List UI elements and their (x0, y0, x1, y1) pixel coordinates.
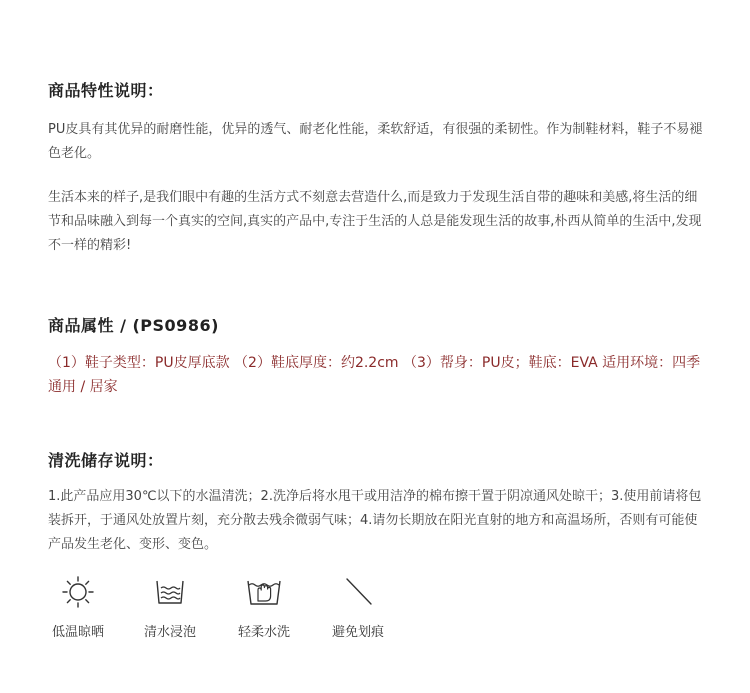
scratch-line-icon (341, 575, 375, 609)
care-icon-item (326, 575, 390, 640)
care-text: 1.此产品应用30℃以下的水温清洗；2.洗净后将水甩干或用洁净的棉布擦干置于阴凉通风处晾干；3.使用前请将包装拆开，于通风处放置片刻，充分散去残余微弱气味；4.请勿长期放在阳光直射的地方和高温场所，否则有可能使产品发生老化、变形、变色。 (48, 489, 702, 552)
care-icon-item (138, 575, 202, 640)
care-icons-row (48, 575, 448, 655)
care-icon-item (232, 575, 296, 640)
care-icon-item (46, 575, 110, 640)
features-heading: 商品特性说明： (48, 81, 164, 100)
care-icon-label: 低温晾晒 (51, 625, 104, 640)
features-paragraph-lifestyle: 生活本来的样子,是我们眼中有趣的生活方式不刻意去营造什么,而是致力于发现生活自带的趣味和美感,将生活的细节和品味融入到每一个真实的空间,真实的产品中,专注于生活的人总是能发现生活的故事,朴西从简单的生活中,发现不一样的精彩! (48, 190, 702, 253)
care-icon-label: 避免划痕 (331, 625, 384, 640)
attributes-text: （1）鞋子类型：PU皮厚底款 （2）鞋底厚度：约2.2cm （3）帮身：PU皮；鞋底：EVA 适用环境：四季通用 / 居家 (48, 355, 701, 395)
care-heading: 清洗储存说明： (48, 451, 164, 470)
care-icon-label: 轻柔水洗 (237, 625, 290, 640)
features-paragraph-material: PU皮具有其优异的耐磨性能，优异的透气、耐老化性能，柔软舒适，有很强的柔韧性。作为制鞋材料，鞋子不易褪色老化。 (48, 122, 703, 161)
attributes-heading: 商品属性 / (PS0986) (48, 316, 219, 335)
hand-wash-icon (245, 575, 283, 609)
care-icon-label: 清水浸泡 (143, 625, 196, 640)
water-basin-icon (153, 575, 187, 609)
sun-icon (61, 575, 95, 609)
